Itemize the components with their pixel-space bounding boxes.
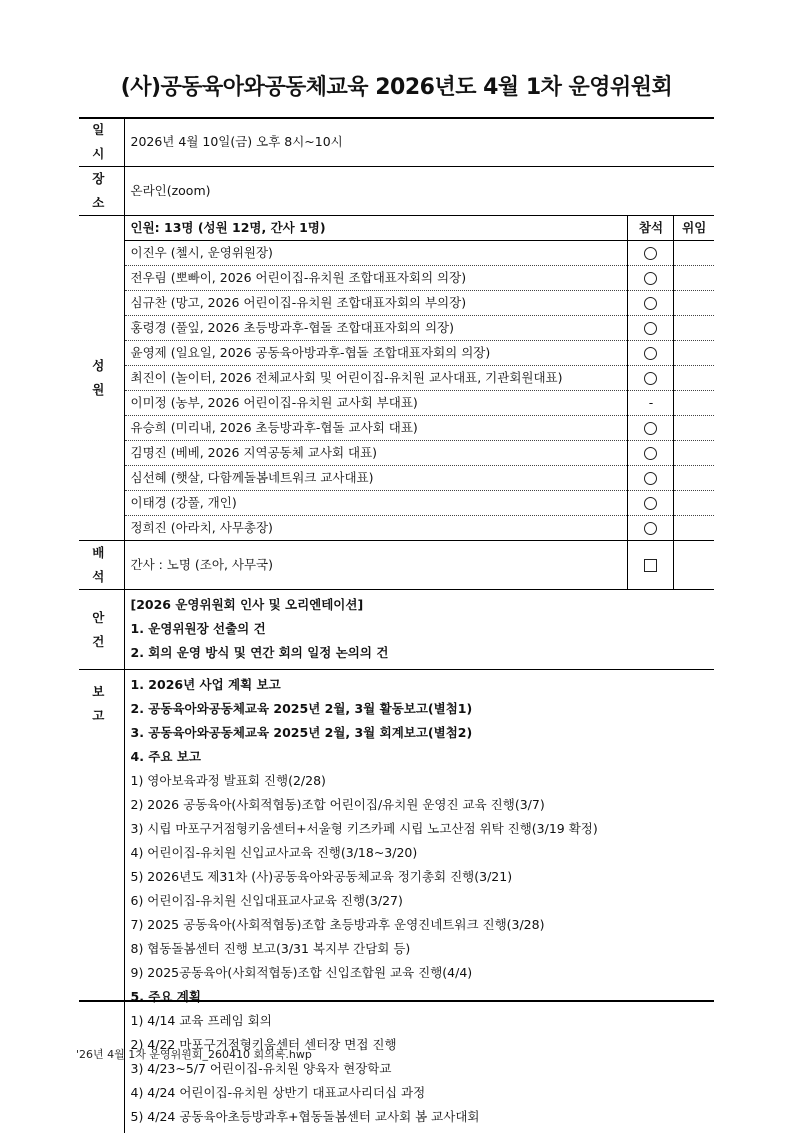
members-header-row [79, 216, 714, 241]
member-row [79, 341, 714, 366]
agenda-label: 안 건 [79, 590, 124, 670]
report-item: 4) 4/24 어린이집-유치원 상반기 대표교사리더십 과정 [131, 1081, 709, 1105]
member-name: 정희진 (아라치, 사무총장) [124, 516, 628, 541]
proxy-mark [674, 541, 714, 590]
report-item: 4) 어린이집-유치원 신입교사교육 진행(3/18~3/20) [131, 841, 709, 865]
attend-mark [628, 466, 674, 491]
circle-mark-icon [644, 472, 657, 485]
members-summary: 인원: 13명 (성원 12명, 간사 1명) [124, 216, 628, 241]
member-name: 홍령경 (풀잎, 2026 초등방과후-협돌 조합대표자회의 의장) [124, 316, 628, 341]
member-row [79, 416, 714, 441]
attend-mark [628, 241, 674, 266]
document-title: (사)공동육아와공동체교육 2026년도 4월 1차 운영위원회 [0, 70, 793, 101]
member-row [79, 316, 714, 341]
circle-mark-icon [644, 297, 657, 310]
attend-mark [628, 441, 674, 466]
attend-mark [628, 341, 674, 366]
report-item: 3) 4/23~5/7 어린이집-유치원 양육자 현장학교 [131, 1057, 709, 1081]
proxy-mark [674, 241, 714, 266]
agenda-item: [2026 운영위원회 인사 및 오리엔테이션] [131, 593, 709, 617]
minutes-table [79, 118, 714, 1133]
report-item: 5. 주요 계획 [131, 985, 709, 1009]
circle-mark-icon [644, 497, 657, 510]
member-name: 이진우 (첼시, 운영위원장) [124, 241, 628, 266]
member-row [79, 441, 714, 466]
attend-column-header: 참석 [628, 216, 674, 241]
circle-mark-icon [644, 272, 657, 285]
datetime-row [79, 118, 714, 167]
report-item: 5) 4/24 공동육아초등방과후+협동돌봄센터 교사회 봄 교사대회 [131, 1105, 709, 1129]
circle-mark-icon [644, 247, 657, 260]
circle-mark-icon [644, 322, 657, 335]
members-label: 성 원 [79, 216, 124, 541]
report-label: 보 고 [79, 670, 124, 1133]
member-name: 전우림 (뽀빠이, 2026 어린이집-유치원 조합대표자회의 의장) [124, 266, 628, 291]
footer-filename: '26년 4월 1차 운영위원회_260410 회의록.hwp [76, 1046, 312, 1062]
attend-mark [628, 491, 674, 516]
member-row [79, 391, 714, 416]
report-item: 5) 2026년도 제31차 (사)공동육아와공동체교육 정기총회 진행(3/21) [131, 865, 709, 889]
attend-mark [628, 291, 674, 316]
attendance-label: 배 석 [79, 541, 124, 590]
attend-mark [628, 316, 674, 341]
member-row [79, 266, 714, 291]
member-name: 심선혜 (햇살, 다함께돌봄네트워크 교사대표) [124, 466, 628, 491]
datetime-label: 일 시 [79, 118, 124, 167]
attendance-row [79, 541, 714, 590]
agenda-item: 1. 운영위원장 선출의 건 [131, 617, 709, 641]
attend-mark [628, 266, 674, 291]
report-item: 7) 2025 공동육아(사회적협동)조합 초등방과후 운영진네트워크 진행(3/28) [131, 913, 709, 937]
member-row [79, 516, 714, 541]
attend-mark [628, 516, 674, 541]
table-bottom-rule [79, 1000, 714, 1002]
report-item: 1) 4/14 교육 프레임 회의 [131, 1009, 709, 1033]
report-item: 1. 2026년 사업 계획 보고 [131, 673, 709, 697]
attend-mark [628, 416, 674, 441]
proxy-mark [674, 441, 714, 466]
report-item: 9) 2025공동육아(사회적협동)조합 신입조합원 교육 진행(4/4) [131, 961, 709, 985]
member-row [79, 491, 714, 516]
proxy-mark [674, 516, 714, 541]
member-name: 최진이 (놀이터, 2026 전체교사회 및 어린이집-유치원 교사대표, 기관회원대표) [124, 366, 628, 391]
place-value: 온라인(zoom) [124, 167, 714, 216]
circle-mark-icon [644, 347, 657, 360]
member-row [79, 291, 714, 316]
circle-mark-icon [644, 522, 657, 535]
report-item: 6) 어린이집-유치원 신입대표교사교육 진행(3/27) [131, 889, 709, 913]
proxy-mark [674, 416, 714, 441]
proxy-mark [674, 266, 714, 291]
proxy-mark [674, 291, 714, 316]
report-item: 2) 4/22 마포구거점형키움센터 센터장 면접 진행 [131, 1033, 709, 1057]
proxy-mark [674, 391, 714, 416]
member-name: 이미정 (농부, 2026 어린이집-유치원 교사회 부대표) [124, 391, 628, 416]
proxy-mark [674, 366, 714, 391]
circle-mark-icon [644, 422, 657, 435]
proxy-column-header: 위임 [674, 216, 714, 241]
datetime-value: 2026년 4월 10일(금) 오후 8시~10시 [124, 118, 714, 167]
place-row [79, 167, 714, 216]
attend-mark: - [628, 391, 674, 416]
member-name: 이태경 (강풀, 개인) [124, 491, 628, 516]
circle-mark-icon [644, 372, 657, 385]
member-row [79, 466, 714, 491]
agenda-item: 2. 회의 운영 방식 및 연간 회의 일정 논의의 건 [131, 641, 709, 665]
attend-mark [628, 541, 674, 590]
member-name: 김명진 (베베, 2026 지역공동체 교사회 대표) [124, 441, 628, 466]
agenda-content [124, 590, 714, 670]
report-item: 3) 시립 마포구거점형키움센터+서울형 키즈카페 시립 노고산점 위탁 진행(3/19 확정) [131, 817, 709, 841]
square-mark-icon [644, 559, 657, 572]
report-item: 2) 2026 공동육아(사회적협동)조합 어린이집/유치원 운영진 교육 진행(3/7) [131, 793, 709, 817]
attend-mark [628, 366, 674, 391]
proxy-mark [674, 316, 714, 341]
proxy-mark [674, 466, 714, 491]
attendance-value: 간사 : 노명 (조아, 사무국) [124, 541, 628, 590]
agenda-row [79, 590, 714, 670]
member-name: 유승희 (미리내, 2026 초등방과후-협돌 교사회 대표) [124, 416, 628, 441]
member-row [79, 366, 714, 391]
report-item: 1) 영아보육과정 발표회 진행(2/28) [131, 769, 709, 793]
report-content [124, 670, 714, 1133]
report-item: 8) 협동돌봄센터 진행 보고(3/31 복지부 간담회 등) [131, 937, 709, 961]
member-name: 윤영제 (일요일, 2026 공동육아방과후-협돌 조합대표자회의 의장) [124, 341, 628, 366]
circle-mark-icon [644, 447, 657, 460]
member-name: 심규찬 (망고, 2026 어린이집-유치원 조합대표자회의 부의장) [124, 291, 628, 316]
report-item: 3. 공동육아와공동체교육 2025년 2월, 3월 회계보고(별첨2) [131, 721, 709, 745]
report-item: 2. 공동육아와공동체교육 2025년 2월, 3월 활동보고(별첨1) [131, 697, 709, 721]
place-label: 장 소 [79, 167, 124, 216]
proxy-mark [674, 341, 714, 366]
report-row [79, 670, 714, 1133]
member-row [79, 241, 714, 266]
report-item: 4. 주요 보고 [131, 745, 709, 769]
proxy-mark [674, 491, 714, 516]
